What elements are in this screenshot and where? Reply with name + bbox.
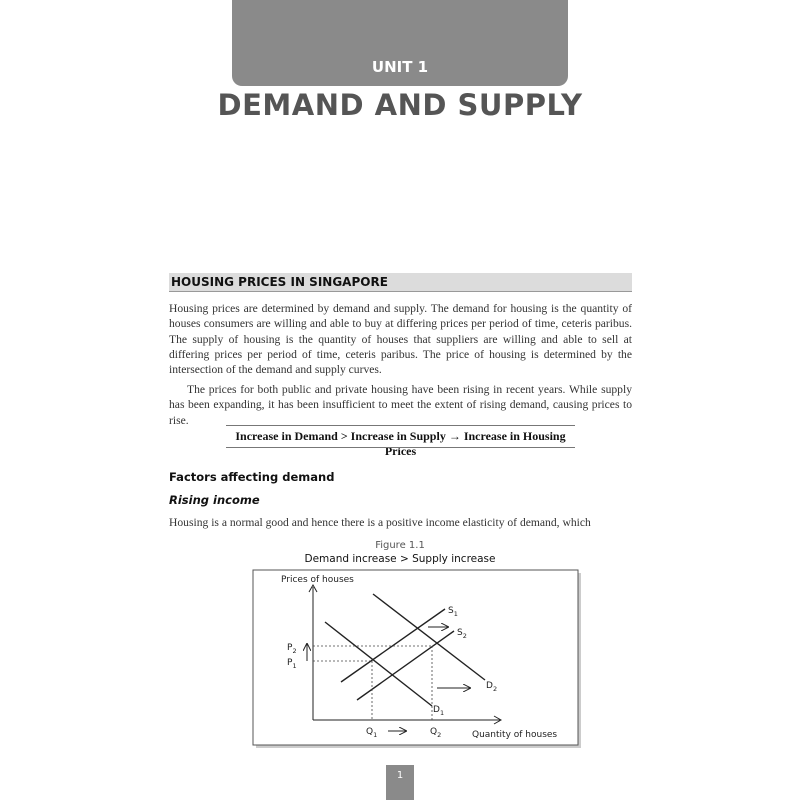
rising-income-subheading: Rising income: [169, 493, 260, 507]
label-p1: $P_1$: [287, 658, 297, 670]
section-title: HOUSING PRICES IN SINGAPORE: [171, 275, 388, 289]
y-axis-label: Prices of houses: [281, 575, 354, 585]
x-axis-label: Quantity of houses: [472, 730, 558, 740]
factors-heading: Factors affecting demand: [169, 470, 335, 484]
label-q2: $Q_2$: [430, 727, 442, 739]
figure-number: Figure 1.1: [375, 540, 425, 551]
chapter-title: DEMAND AND SUPPLY: [217, 88, 583, 122]
body-paragraph-3: Housing is a normal good and hence there is a positive income elasticity of demand, which: [169, 516, 591, 529]
label-q1: $Q_1$: [366, 727, 378, 739]
label-d2: $D_2$: [486, 681, 498, 693]
body-paragraph-2: The prices for both public and private housing have been rising in recent years. While supply has been expanding, it has been insufficient to meet the extent of rising demand, causing prices to rise.: [169, 383, 632, 427]
figure-caption: Demand increase > Supply increase: [304, 553, 496, 565]
label-p2: $P_2$: [287, 643, 297, 655]
label-s2: $S_2$: [457, 628, 467, 640]
label-d1: $D_1$: [433, 705, 445, 717]
figure-frame: [253, 570, 578, 745]
unit-label: UNIT 1: [371, 58, 429, 76]
label-s1: $S_1$: [448, 606, 458, 618]
body-paragraph-1: Housing prices are determined by demand and supply. The demand for housing is the quantity of houses consumers are willing and able to buy at differing prices per period of time, ceteris paribus. The supply of housing is the quantity of houses that suppliers are willing and able to sell at differing prices per period of time, ceteris paribus. The price of housing is determined by the intersection of the demand and supply curves.: [169, 302, 632, 377]
formula-text: Increase in Demand > Increase in Supply → Increase in Housing Prices: [235, 429, 566, 458]
page-number: 1: [396, 770, 404, 781]
